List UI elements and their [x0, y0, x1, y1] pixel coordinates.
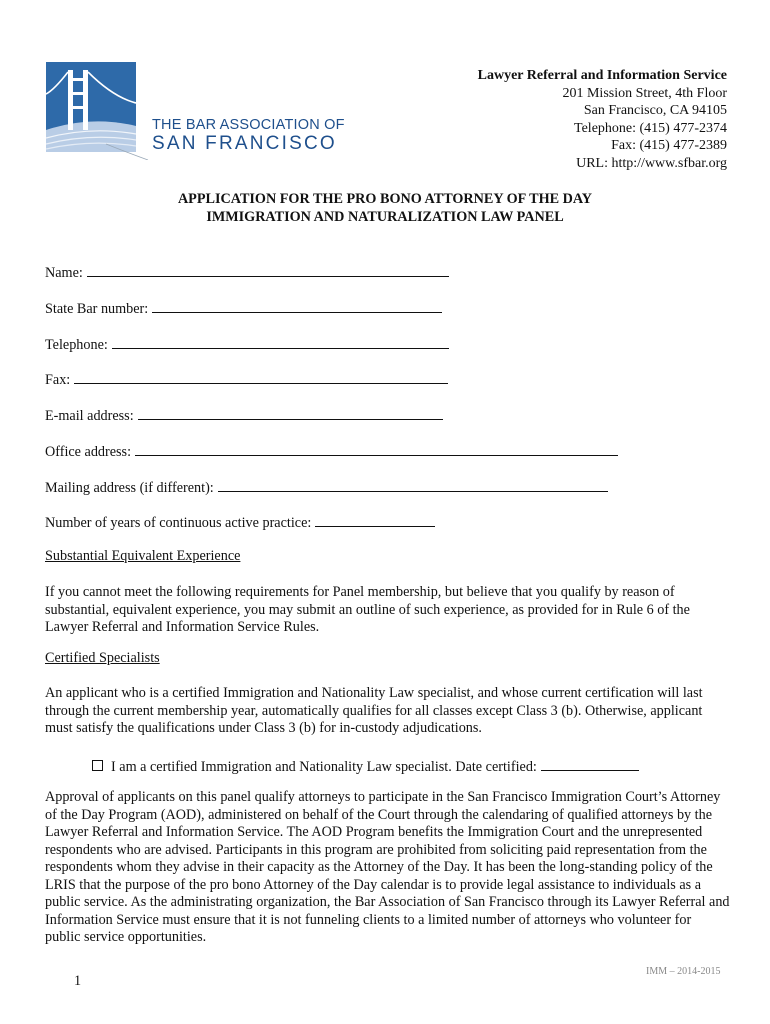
- telephone-field[interactable]: [112, 334, 449, 349]
- state-bar-field[interactable]: [152, 298, 442, 313]
- years-practice-field-row: [45, 512, 435, 532]
- title-line2: IMMIGRATION AND NATURALIZATION LAW PANEL: [206, 209, 564, 225]
- form-code: IMM – 2014-2015: [646, 966, 721, 977]
- organization-name: Lawyer Referral and Information Service: [477, 68, 727, 83]
- website-url: URL: http://www.sfbar.org: [576, 155, 727, 171]
- name-field[interactable]: [87, 262, 449, 277]
- email-field[interactable]: [138, 405, 443, 420]
- years-practice-field[interactable]: [315, 512, 435, 527]
- city-state-zip: San Francisco, CA 94105: [583, 103, 727, 118]
- logo-text-line1: THE BAR ASSOCIATION OF: [152, 117, 345, 133]
- approval-paragraph: Approval of applicants on this panel qualify attorneys to participate in the San Francisco Immigration Court’s Attorney of the Day Program (AOD), administered on behalf of the Court through the calendaring of qualified attorneys by the Lawyer Referral and Information Service. The AOD Program benefits the Immigration Court and the unrepresented respondents who are advised. Participants in this program are prohibited from soliciting paid representation from the respondents whom they advise in their capacity as the Attorney of the Day. It has been the long-standing policy of the LRIS that the purpose of the pro bono Attorney of the Day calendar is to provide legal assistance to individuals as a public service. As the administrating organization, the Bar Association of San Francisco through its Lawyer Referral and Information Service must ensure that it is not funneling clients to a limited number of attorneys who volunteer for public service opportunities.: [45, 789, 730, 945]
- page-number: 1: [74, 973, 82, 989]
- logo-text-line2: SAN FRANCISCO: [152, 133, 337, 154]
- office-address-field-row: [45, 441, 618, 461]
- name-label: Name:: [45, 265, 83, 281]
- certified-specialists-text: An applicant who is a certified Immigration and Nationality Law specialist, and whose current certification will last through the current membership year, automatically qualifies for all classes except Class 3 (b). Otherwise, applicant must satisfy the qualifications under Class 3 (b) for in-custody adjudications.: [45, 685, 703, 736]
- equivalent-experience-heading: Substantial Equivalent Experience: [45, 548, 241, 564]
- certified-specialists-heading: Certified Specialists: [45, 650, 160, 666]
- equivalent-experience-text: If you cannot meet the following requirements for Panel membership, but believe that you qualify by reason of substantial, equivalent experience, you may submit an outline of such experience, as provided for in Rule 6 of the Lawyer Referral and Information Service Rules.: [45, 584, 690, 635]
- date-certified-field[interactable]: [541, 756, 639, 771]
- certified-specialist-checkbox[interactable]: [92, 760, 103, 771]
- address-block: [478, 67, 727, 172]
- mailing-address-label: Mailing address (if different):: [45, 480, 214, 496]
- street-address: 201 Mission Street, 4th Floor: [562, 85, 727, 101]
- certified-specialist-checkbox-row: [92, 756, 639, 776]
- fax-field[interactable]: [74, 369, 448, 384]
- state-bar-field-row: [45, 298, 442, 318]
- fax-label: Fax:: [45, 372, 71, 388]
- certified-specialist-label: I am a certified Immigration and Nationality Law specialist. Date certified:: [111, 759, 537, 775]
- document-title: [0, 190, 770, 226]
- fax-field-row: [45, 369, 448, 389]
- years-practice-label: Number of years of continuous active practice:: [45, 515, 312, 531]
- bridge-logo-icon: [46, 60, 156, 160]
- fax-number: Fax: (415) 477-2389: [611, 138, 727, 153]
- email-field-row: [45, 405, 443, 425]
- mailing-address-field[interactable]: [218, 477, 608, 492]
- telephone-label: Telephone:: [45, 337, 108, 353]
- email-label: E-mail address:: [45, 408, 134, 424]
- office-address-field[interactable]: [135, 441, 618, 456]
- telephone-number: Telephone: (415) 477-2374: [574, 120, 727, 136]
- title-line1: APPLICATION FOR THE PRO BONO ATTORNEY OF THE DAY: [177, 191, 593, 207]
- telephone-field-row: [45, 334, 449, 354]
- name-field-row: [45, 262, 449, 282]
- office-address-label: Office address:: [45, 444, 132, 460]
- mailing-address-field-row: [45, 477, 608, 497]
- state-bar-label: State Bar number:: [45, 301, 149, 317]
